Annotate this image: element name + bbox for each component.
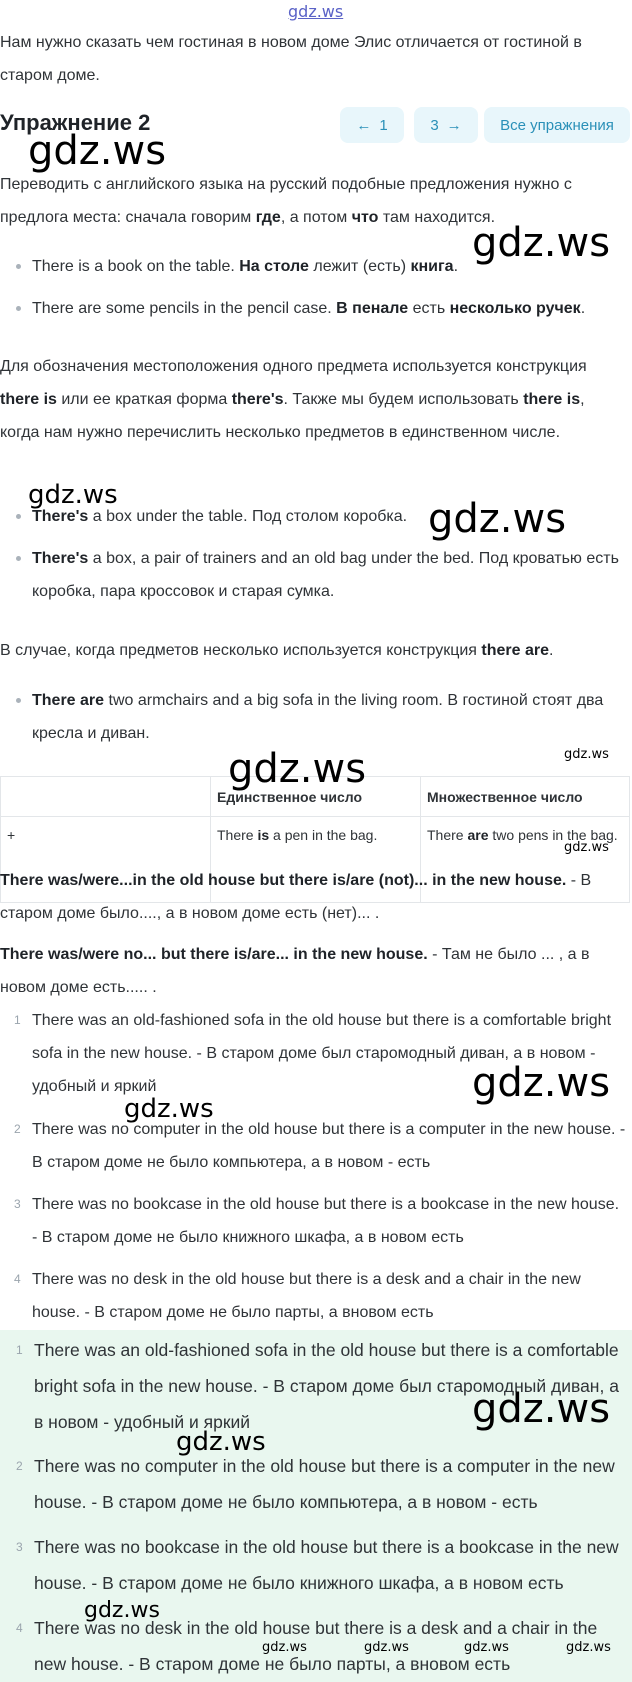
list-item: There's a box, a pair of trainers and an old bag under the bed. Под кроватью есть коробка, пара кроссовок и старая сумка. [16,542,628,608]
all-exercises-label: Все упражнения [500,116,614,134]
watermark: gdz.ws [124,1094,214,1124]
answer-item: 1 There was an old-fashioned sofa in the old house but there is a comfortable bright sofa in the new house. - В старом доме был старомодный диван, а в новом - удобный и яркий [14,1012,612,1095]
list-item: There are two armchairs and a big sofa in the living room. В гостиной стоят два кресла и диван. [16,684,628,750]
next-exercise-label: 3 [430,116,439,134]
next-exercise-button[interactable] [414,107,478,143]
watermark: gdz.ws [464,1640,509,1655]
answer-item: 2 There was no computer in the old house but there is a computer in the new house. - В старом доме не было компьютера, а в новом - есть [14,1121,626,1171]
answer-item: 3 There was no bookcase in the old house but there is a bookcase in the new house. - В старом доме не было книжного шкафа, а в новом есть [16,1537,619,1593]
watermark: gdz.ws [472,220,611,266]
table-cell: + [1,817,211,903]
exercise-title: Упражнение 2 [0,110,151,135]
table-header-cell [1,777,211,817]
site-link[interactable]: gdz.ws [288,2,344,21]
watermark: gdz.ws [176,1427,266,1457]
list-item: There is a book on the table. На столе лежит (есть) книга. [16,250,628,283]
watermark: gdz.ws [472,1060,611,1106]
watermark: gdz.ws [364,1640,409,1655]
answer-item: 1 There was an old-fashioned sofa in the old house but there is a comfortable bright sofa in the new house. - В старом доме был старомодный диван, а в новом - удобный и яркий [16,1340,619,1432]
table-header-cell: Единственное число [211,777,421,817]
table-cell: There are two pens in the bag. [421,817,630,903]
arrow-right-icon: → [446,116,462,134]
list-item: There are some pencils in the pencil case. В пенале есть несколько ручек. [16,292,628,325]
pattern-2: There was/were no... but there is/are... in the new house. - Там не было ... , а в новом доме есть..... . [0,946,590,996]
all-exercises-button[interactable] [484,107,630,143]
table-header-cell: Множественное число [421,777,630,817]
watermark: gdz.ws [564,747,609,762]
watermark: gdz.ws [84,1598,160,1623]
watermark: gdz.ws [28,480,118,510]
answer-item: 2 There was no computer in the old house but there is a computer in the new house. - В старом доме не было компьютера, а в новом - есть [16,1456,615,1512]
watermark: gdz.ws [472,1386,611,1432]
answer-item: 4 There was no desk in the old house but there is a desk and a chair in the new house. - В старом доме не было парты, а вновом есть [14,1271,581,1321]
list-item: There's a box under the table. Под столом коробка. [16,500,628,533]
prev-exercise-button[interactable] [340,107,404,143]
watermark: gdz.ws [262,1640,307,1655]
rule-paragraph-3: В случае, когда предметов несколько используется конструкция there are. [0,642,554,659]
watermark: gdz.ws [28,128,167,174]
prev-exercise-label: 1 [379,116,388,134]
pattern-1: There was/were...in the old house but there is/are (not)... in the new house. - В старом доме было...., а в новом доме есть (нет)... . [0,872,592,922]
rule-paragraph-1: Переводить с английского языка на русский подобные предложения нужно с предлога места: сначала говорим где, а потом что там находится. [0,176,572,226]
watermark: gdz.ws [228,746,367,792]
answer-item: 3 There was no bookcase in the old house but there is a bookcase in the new house. - В старом доме не было книжного шкафа, а в новом есть [14,1196,620,1246]
rule-paragraph-2: Для обозначения местоположения одного предмета используется конструкция there is или ее краткая форма there's. Также мы будем использовать there is, когда нам нужно перечислить несколько предметов в единственном числе. [0,358,587,441]
intro-text: Нам нужно сказать чем гостиная в новом доме Элис отличается от гостиной в старом доме. [0,34,582,84]
arrow-left-icon: ← [356,116,372,134]
answer-item: 4 There was no desk in the old house but there is a desk and a chair in the new house. - В старом доме не было парты, а вновом есть [16,1618,598,1674]
table-cell: There is a pen in the bag. [211,817,421,903]
watermark: gdz.ws [566,1640,611,1655]
watermark: gdz.ws [564,840,609,855]
watermark: gdz.ws [428,496,567,542]
